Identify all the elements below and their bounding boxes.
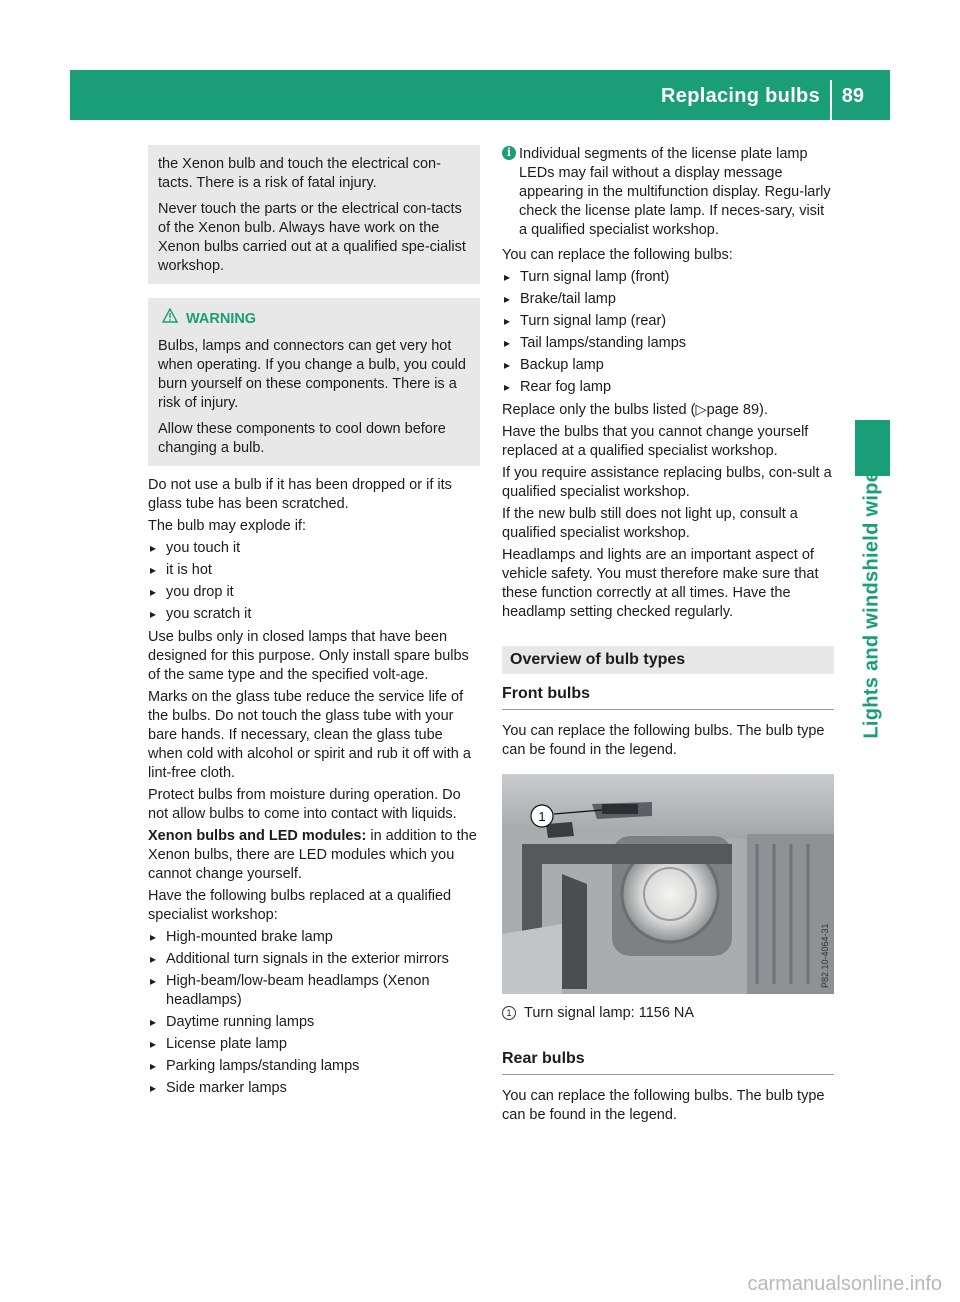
paragraph-dropped: Do not use a bulb if it has been dropped or if its glass tube has been scratched. [148, 477, 452, 512]
rear-bulbs-text: You can replace the following bulbs. The bulb type can be found in the legend. [502, 1088, 825, 1123]
list-item: ▸ Turn signal lamp (rear) [502, 312, 834, 331]
paragraph-xenon [148, 827, 480, 884]
paragraph-marks: Marks on the glass tube reduce the service life of the bulbs. Do not touch the glass tube with your bare hands. If necessary, clean the glass tube when cold with alcohol or spirit and rub it off with a lint-free cloth. [148, 689, 471, 781]
page-number: 89 [841, 85, 864, 107]
left-column [148, 145, 480, 1102]
xenon-text: in addition to the Xenon bulbs, there are LED modules which you cannot change yourself. [148, 828, 477, 882]
photo-callout-1: 1 [538, 809, 546, 824]
paragraph-assistance: If you require assistance replacing bulbs, con-sult a qualified specialist workshop. [502, 465, 832, 500]
warning-label: WARNING [186, 311, 257, 327]
list-item: ▸ you scratch it [148, 605, 480, 624]
xenon-label: Xenon bulbs and LED modules: [148, 828, 367, 844]
side-tab-label: Lights and windshield wipers [860, 451, 883, 739]
info-icon: i [502, 146, 516, 160]
vehicle-front-illustration [502, 774, 834, 994]
list-item: ▸ Brake/tail lamp [502, 290, 834, 309]
paragraph-cannot-change: Have the bulbs that you cannot change yourself replaced at a qualified specialist workshop. [502, 424, 809, 459]
legend-number: 1 [502, 1006, 516, 1020]
list-item: ▸ Additional turn signals in the exterior mirrors [148, 950, 480, 969]
warning-triangle-icon [162, 308, 178, 329]
info-note [502, 145, 834, 240]
photo-code: P82.10-4064-31 [820, 923, 830, 988]
header-title: Replacing bulbs [661, 85, 820, 107]
list-item: ▸ Side marker lamps [148, 1079, 480, 1098]
list-item: ▸ you touch it [148, 539, 480, 558]
right-column [502, 145, 834, 1128]
list-item: ▸ Parking lamps/standing lamps [148, 1057, 480, 1076]
list-item: ▸ Turn signal lamp (front) [502, 268, 834, 287]
list-item: ▸ it is hot [148, 561, 480, 580]
paragraph-new-bulb: If the new bulb still does not light up, consult a qualified specialist workshop. [502, 506, 798, 541]
paragraph-moisture: Protect bulbs from moisture during operation. Do not allow bulbs to come into contact with liquids. [148, 787, 461, 822]
list-item: ▸ Daytime running lamps [148, 1013, 480, 1032]
rear-bulbs-heading: Rear bulbs [502, 1039, 834, 1075]
list-item: ▸ High-beam/low-beam headlamps (Xenon headlamps) [148, 972, 480, 1010]
section-title: Overview of bulb types [502, 646, 834, 674]
list-item: ▸ Rear fog lamp [502, 378, 834, 397]
paragraph-closed-lamps: Use bulbs only in closed lamps that have been designed for this purpose. Only install spare bulbs of the same type and the specified volt-age. [148, 629, 469, 683]
page-arrow-icon: ▷ [695, 402, 707, 418]
info-note-text: Individual segments of the license plate lamp LEDs may fail without a display message appearing in the multifunction display. Regu-larly check the license plate lamp. If neces-sary, visit a qualified specialist workshop. [519, 146, 831, 238]
danger-text-1: the Xenon bulb and touch the electrical con-tacts. There is a risk of fatal injury. [158, 156, 441, 191]
paragraph-explode: The bulb may explode if: [148, 518, 306, 534]
list-item: ▸ Backup lamp [502, 356, 834, 375]
front-bulbs-text: You can replace the following bulbs. The bulb type can be found in the legend. [502, 723, 825, 758]
legend-item [502, 1004, 834, 1023]
warning-text-1: Bulbs, lamps and connectors can get very hot when operating. If you change a bulb, you could burn yourself on these components. There is a risk of injury. [158, 338, 466, 411]
danger-box [148, 145, 480, 284]
paragraph-can-replace: You can replace the following bulbs: [502, 247, 733, 263]
front-bulb-photo [502, 774, 834, 994]
paragraph-have-replaced: Have the following bulbs replaced at a qualified specialist workshop: [148, 888, 452, 923]
header-divider [830, 80, 832, 120]
danger-text-2: Never touch the parts or the electrical con-tacts of the Xenon bulb. Always have work on the Xenon bulbs carried out at a qualified spe-cialist workshop. [158, 201, 466, 274]
replace-list [502, 268, 834, 397]
warning-text-2: Allow these components to cool down before changing a bulb. [158, 421, 446, 456]
list-item: ▸ Tail lamps/standing lamps [502, 334, 834, 353]
list-item: ▸ you drop it [148, 583, 480, 602]
page-reference-link[interactable]: page 89). [706, 402, 768, 418]
warning-heading [158, 308, 472, 329]
list-item: ▸ License plate lamp [148, 1035, 480, 1054]
paragraph-headlamps: Headlamps and lights are an important aspect of vehicle safety. You must therefore make sure that these function correctly at all times. Have the headlamp setting checked regularly. [502, 547, 819, 620]
list-item: ▸ High-mounted brake lamp [148, 928, 480, 947]
warning-box [148, 298, 480, 466]
front-bulbs-heading: Front bulbs [502, 674, 834, 710]
workshop-list [148, 928, 480, 1098]
watermark: carmanualsonline.info [747, 1273, 942, 1295]
replace-only-text: Replace only the bulbs listed ( [502, 402, 696, 418]
paragraph-replace-only [502, 401, 834, 420]
legend-text: Turn signal lamp: 1156 NA [524, 1005, 695, 1021]
page-header [70, 70, 890, 120]
explode-list [148, 539, 480, 624]
